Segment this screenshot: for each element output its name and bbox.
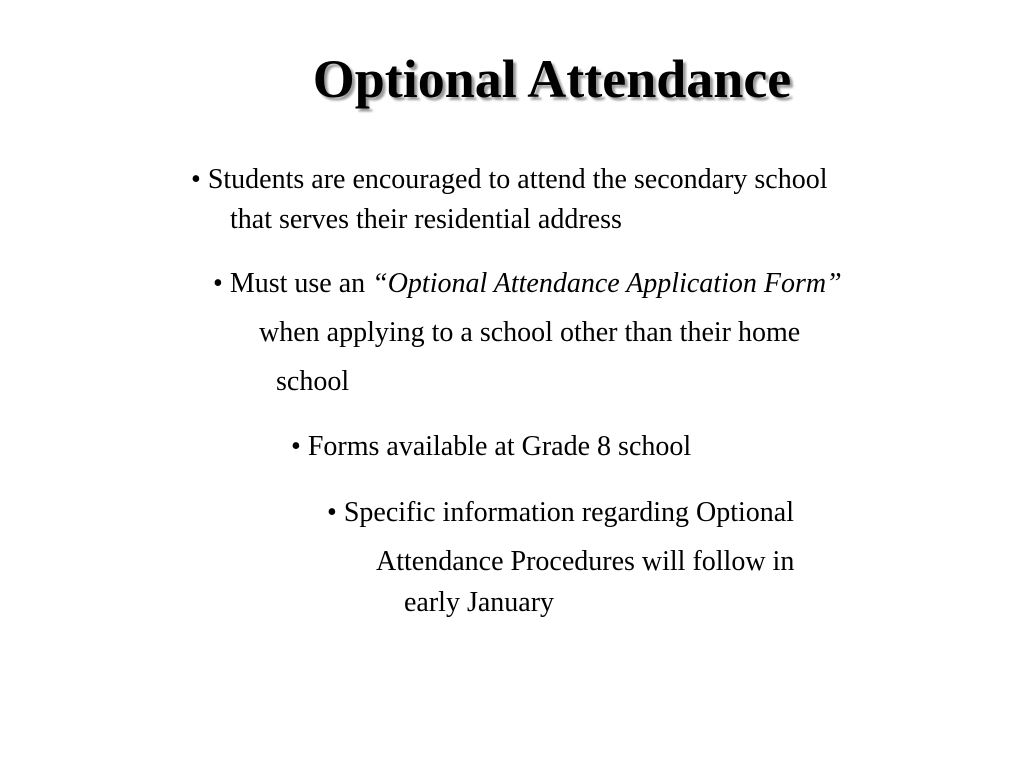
- slide-title: Optional Attendance: [312, 49, 792, 109]
- bullet-2-first-line: [213, 267, 842, 301]
- bullet-marker: •: [291, 431, 301, 462]
- bullet-4-text: Specific information regarding Optional: [343, 497, 795, 528]
- bullet-4-first-line: [327, 496, 794, 530]
- bullet-marker: •: [191, 164, 201, 195]
- bullet-4-continuation: Attendance Procedures will follow in: [376, 546, 795, 577]
- bullet-3-text: Forms available at Grade 8 school: [307, 431, 692, 462]
- bullet-4-continuation: early January: [404, 587, 555, 618]
- bullet-1-text: Students are encouraged to attend the secondary school: [207, 164, 828, 195]
- bullet-marker: •: [213, 268, 223, 299]
- bullet-1-first-line: [191, 163, 828, 197]
- form-name: “Optional Attendance Application Form”: [372, 268, 842, 299]
- bullet-3-first-line: [291, 430, 691, 464]
- bullet-2-prefix: Must use an: [229, 268, 373, 299]
- bullet-2-continuation: school: [276, 366, 350, 397]
- bullet-1-continuation: that serves their residential address: [230, 204, 622, 235]
- bullet-marker: •: [327, 497, 337, 528]
- bullet-2-continuation: when applying to a school other than their home: [259, 317, 801, 348]
